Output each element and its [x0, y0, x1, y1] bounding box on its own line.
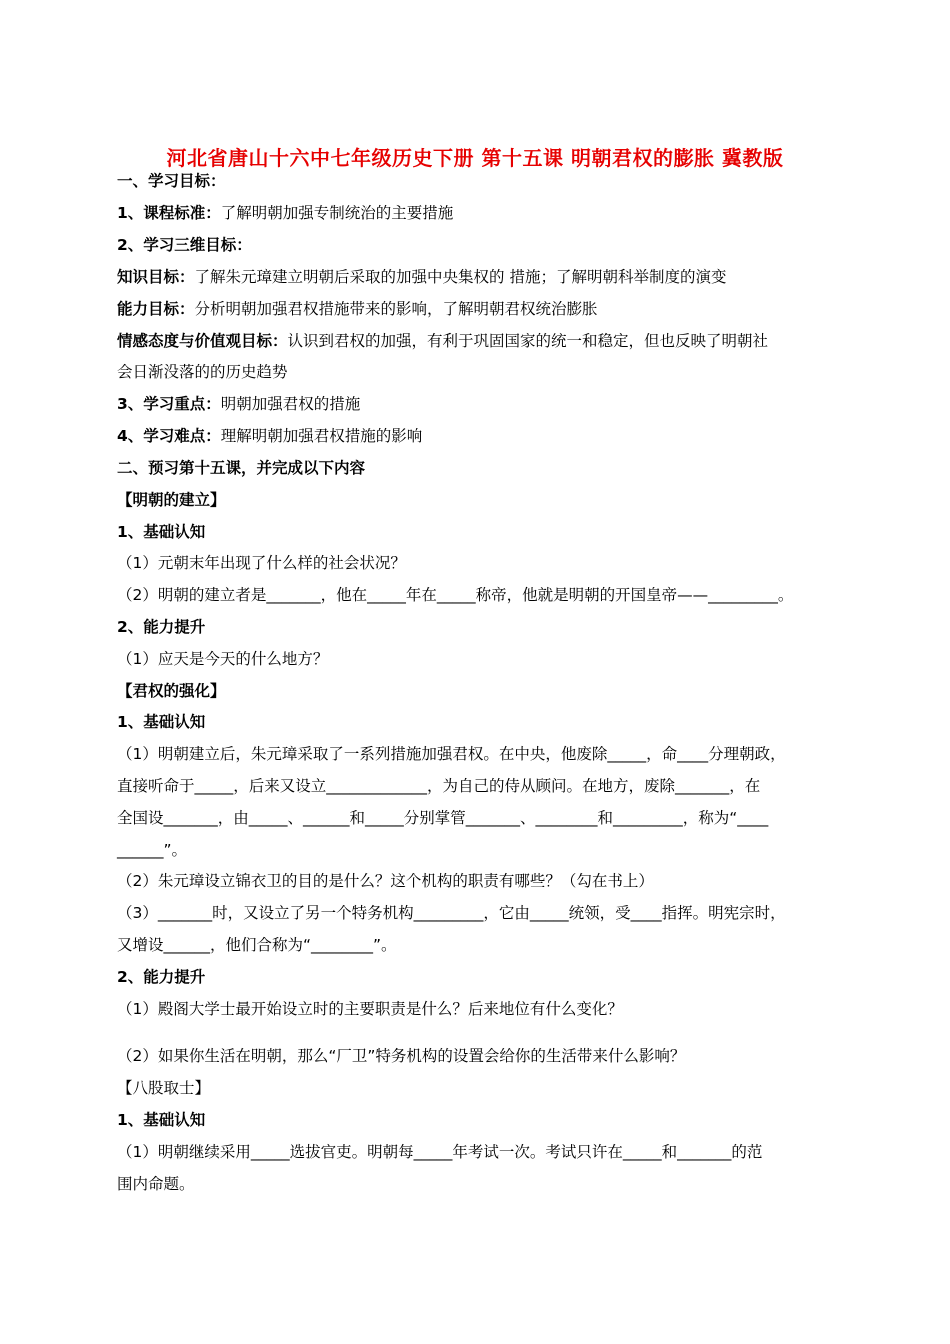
knowledge-goal-label: 知识目标： — [117, 268, 195, 286]
ability-goal-label: 能力目标： — [117, 300, 195, 318]
fill-blank-question-cont: 直接听命于_____，后来又设立_____________，为自己的侍从顾问。在地方，废除_______，在 — [117, 777, 761, 795]
section-heading-goals: 一、学习目标： — [117, 172, 226, 190]
knowledge-goal-text: 了解朱元璋建立明朝后采取的加强中央集权的 措施；了解明朝科举制度的演变 — [194, 268, 727, 286]
ability-improve-label: 2、能力提升 — [117, 618, 206, 636]
fill-blank-question: （1）明朝建立后，朱元璋采取了一系列措施加强君权。在中央，他废除_____，命____分理朝政， — [117, 745, 786, 763]
fill-blank-question-cont: 围内命题。 — [117, 1175, 195, 1193]
fill-blank-question: （2）明朝的建立者是_______，他在_____年在_____称帝，他就是明朝的开国皇帝——_________。 — [117, 586, 794, 604]
difficulty-label: 4、学习难点： — [117, 427, 221, 445]
emotion-goal-text-cont: 会日渐没落的的历史趋势 — [117, 363, 288, 381]
fill-blank-question: （1）明朝继续采用_____选拔官吏。明朝每_____年考试一次。考试只许在_____和_______的范 — [117, 1143, 763, 1161]
basic-cognition-label: 1、基础认知 — [117, 713, 206, 731]
part-heading-founding: 【明朝的建立】 — [117, 491, 226, 509]
course-standard-text: 了解明朝加强专制统治的主要措施 — [220, 204, 454, 222]
key-point-line — [117, 393, 847, 415]
difficulty-text: 理解明朝加强君权措施的影响 — [220, 427, 423, 445]
ability-goal-text: 分析明朝加强君权措施带来的影响，了解明朝君权统治膨胀 — [194, 300, 598, 318]
document-title: 河北省唐山十六中七年级历史下册 第十五课 明朝君权的膨胀 冀教版 — [166, 146, 784, 170]
question-text: （1）应天是今天的什么地方？ — [117, 650, 329, 668]
section-heading-preview: 二、预习第十五课，并完成以下内容 — [117, 459, 366, 477]
question-text: （2）朱元璋设立锦衣卫的目的是什么？这个机构的职责有哪些？（勾在书上） — [117, 872, 654, 890]
key-point-label: 3、学习重点： — [117, 395, 221, 413]
course-standard-label: 1、课程标准： — [117, 204, 221, 222]
knowledge-goal-line — [117, 266, 847, 288]
three-dim-goals-label: 2、学习三维目标： — [117, 236, 252, 254]
question-text: （1）元朝末年出现了什么样的社会状况？ — [117, 554, 406, 572]
basic-cognition-label: 1、基础认知 — [117, 1111, 206, 1129]
difficulty-line — [117, 425, 847, 447]
basic-cognition-label: 1、基础认知 — [117, 523, 206, 541]
ability-improve-label: 2、能力提升 — [117, 968, 206, 986]
fill-blank-question-cont: 又增设______，他们合称为“________”。 — [117, 936, 397, 954]
fill-blank-question-cont: 全国设_______，由_____、______和_____分别掌管_______、________和_________，称为“____ — [117, 809, 769, 827]
emotion-goal-label: 情感态度与价值观目标： — [117, 332, 288, 350]
emotion-goal-text: 认识到君权的加强，有利于巩固国家的统一和稳定，但也反映了明朝社 — [287, 332, 769, 350]
emotion-goal-line — [117, 330, 847, 352]
ability-goal-line — [117, 298, 847, 320]
part-heading-exam: 【八股取士】 — [117, 1079, 211, 1097]
question-text: （2）如果你生活在明朝，那么“厂卫”特务机构的设置会给你的生活带来什么影响？ — [117, 1047, 686, 1065]
key-point-text: 明朝加强君权的措施 — [220, 395, 361, 413]
question-text: （1）殿阁大学士最开始设立时的主要职责是什么？后来地位有什么变化？ — [117, 1000, 623, 1018]
part-heading-power: 【君权的强化】 — [117, 682, 226, 700]
fill-blank-question: （3）_______时，又设立了另一个特务机构_________，它由_____统领，受____指挥。明宪宗时， — [117, 904, 786, 922]
course-standard-line — [117, 202, 847, 224]
fill-blank-question-cont: ______”。 — [117, 841, 188, 859]
